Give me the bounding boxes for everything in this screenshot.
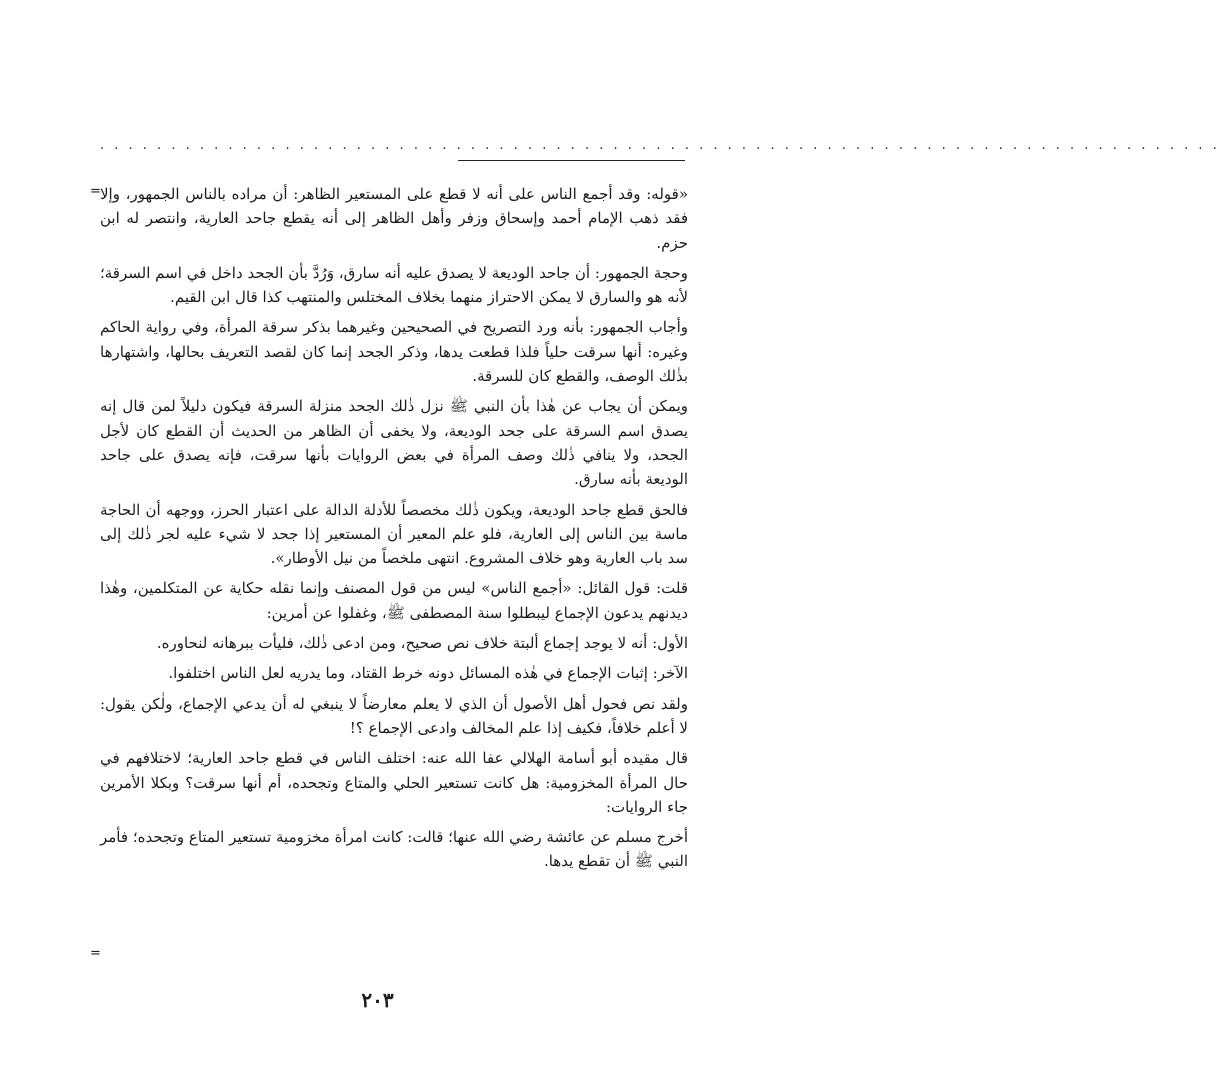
footnote-dotted-separator: . . . . . . . . . . . . . . . . . . . . . . . . . . . . . . . . . . . . . . . . . . . . . . . . . . . . . . . . . . . . . . . . . . . . . . . . . . . . . . . <box>100 138 1220 153</box>
continuation-marker-bottom: = <box>90 946 101 961</box>
paragraph-9: ولقد نص فحول أهل الأصول أن الذي لا يعلم معارضاً لا ينبغي له أن يدعي الإجماع، ولٰكن يقول: لا أعلم خلافاً، فكيف إذا علم المخالف وادعى الإجماع ؟! <box>100 694 688 737</box>
footnote-text <box>100 182 688 874</box>
footnote-rule <box>458 160 685 161</box>
paragraph-6: قلت: قول القائل: «أجمع الناس» ليس من قول المصنف وإنما نقله حكاية عن المتكلمين، وهٰذا ديدنهم يدعون الإجماع ليبطلوا سنة المصطفى ﷺ، وغفلوا عن أمرين: <box>100 579 688 622</box>
paragraph-8: الآخر: إثبات الإجماع في هٰذه المسائل دونه خرط القتاد، وما يدريه لعل الناس اختلفوا. <box>168 664 688 683</box>
paragraph-1: «قوله: وقد أجمع الناس على أنه لا قطع على المستعير الظاهر: أن مراده بالناس الجمهور، وإلا فقد ذهب الإمام أحمد وإسحاق وزفر وأهل الظاهر إلى أنه يقطع جاحد العارية، وانتصر له ابن حزم. <box>100 185 689 252</box>
paragraph-4: ويمكن أن يجاب عن هٰذا بأن النبي ﷺ نزل ذٰلك الجحد منزلة السرقة فيكون دليلاً لمن قال إنه يصدق اسم السرقة على جحد الوديعة، ولا يخفى أن الظاهر من الحديث أن القطع كان لأجل الجحد، ولا ينافي ذٰلك وصف المرأة في بعض الروايات بأنها سرقت، فإنه يصدق على جاحد الوديعة بأنه سارق. <box>100 397 688 489</box>
paragraph-11: أخرج مسلم عن عائشة رضي الله عنها؛ قالت: كانت امرأة مخزومية تستعير المتاع وتجحده؛ فأمر النبي ﷺ أن تقطع يدها. <box>100 828 688 871</box>
paragraph-5: فالحق قطع جاحد الوديعة، ويكون ذٰلك مخصصاً للأدلة الدالة على اعتبار الحرز، ووجهه أن الحاجة ماسة بين الناس إلى العارية، فلو علم المعير أن المستعير إذا جحد لا شيء عليه لجر ذٰلك إلى سد باب العارية وهو خلاف المشروع. انتهى ملخصاً من نيل الأوطار». <box>100 500 688 568</box>
paragraph-2: وحجة الجمهور: أن جاحد الوديعة لا يصدق عليه أنه سارق، وَرُدَّ بأن الجحد داخل في اسم السرقة؛ لأنه هو والسارق لا يمكن الاحتراز منهما بخلاف المختلس والمنتهب كذا قال ابن القيم. <box>100 263 688 307</box>
continuation-marker-top: = <box>90 184 101 199</box>
page-number: ٢٠٣ <box>361 988 394 1012</box>
paragraph-3: وأجاب الجمهور: بأنه ورد التصريح في الصحيحين وغيرهما بذكر سرقة المرأة، وفي رواية الحاكم وغيره: أنها سرقت حلياً فلذا قطعت يدها، وذكر الجحد إنما كان لقصد التعريف بحالها، واشتهارها بذٰلك الوصف، والقطع كان للسرقة. <box>100 318 688 386</box>
paragraph-10: قال مقيده أبو أسامة الهلالي عفا الله عنه: اختلف الناس في قطع جاحد العارية؛ لاختلافهم في حال المرأة المخزومية: هل كانت تستعير الحلي والمتاع وتجحده، أم أنها سرقت؟ وبكلا الأمرين جاء الروايات: <box>100 749 688 816</box>
paragraph-7: الأول: أنه لا يوجد إجماع ألبتة خلاف نص صحيح، ومن ادعى ذٰلك، فليأت ببرهانه لنحاوره. <box>156 634 688 653</box>
